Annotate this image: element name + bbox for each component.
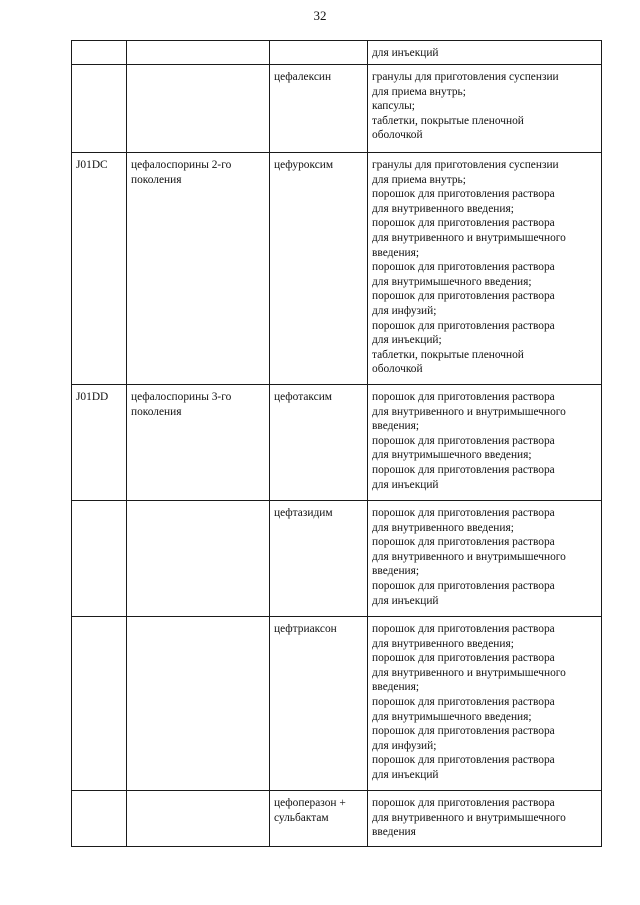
dosage-forms-cell: [368, 791, 602, 847]
atc-code-cell: [72, 385, 127, 501]
drug-name-text: цефтазидим: [274, 507, 333, 519]
dosage-form-line: для инфузий;: [372, 304, 437, 317]
dosage-form-line: таблетки, покрытые пленочной: [372, 114, 524, 127]
drug-table: [71, 40, 602, 847]
dosage-form-line: порошок для приготовления раствора: [372, 797, 555, 809]
drug-name-text: цефтриаксон: [274, 623, 337, 635]
dosage-form-line: введения: [372, 826, 416, 839]
drug-name-text: цефотаксим: [274, 391, 332, 403]
dosage-form-line: порошок для приготовления раствора: [372, 463, 555, 476]
drug-group-cell: [127, 501, 270, 617]
drug-name-cell: [270, 617, 368, 791]
drug-group-cell: [127, 65, 270, 153]
drug-name-cell: [270, 385, 368, 501]
dosage-form-line: порошок для приготовления раствора: [372, 434, 555, 447]
dosage-form-line: порошок для приготовления раствора: [372, 391, 555, 403]
dosage-form-line: для внутримышечного введения;: [372, 275, 532, 288]
dosage-form-line: для приема внутрь;: [372, 85, 466, 98]
dosage-form-line: порошок для приготовления раствора: [372, 319, 555, 332]
page-number: 32: [313, 8, 327, 23]
dosage-form-line: для внутривенного и внутримышечного: [372, 405, 566, 418]
dosage-form-line: для приема внутрь;: [372, 173, 466, 186]
dosage-forms-cell: [368, 65, 602, 153]
dosage-form-line: порошок для приготовления раствора: [372, 579, 555, 592]
table-row: [72, 385, 602, 501]
dosage-form-line: порошок для приготовления раствора: [372, 536, 555, 549]
dosage-form-line: для инфузий;: [372, 739, 437, 752]
dosage-form-line: для внутривенного и внутримышечного: [372, 550, 566, 563]
drug-name-cell: [270, 153, 368, 385]
atc-code-cell: [72, 65, 127, 153]
drug-group-cell: [127, 385, 270, 501]
dosage-form-line: капсулы;: [372, 100, 415, 113]
dosage-form-line: таблетки, покрытые пленочной: [372, 348, 524, 361]
table-row: [72, 65, 602, 153]
atc-code-cell: [72, 791, 127, 847]
drug-name-text: цефуроксим: [274, 159, 334, 171]
dosage-form-line: порошок для приготовления раствора: [372, 507, 555, 519]
dosage-form-line: порошок для приготовления раствора: [372, 290, 555, 303]
dosage-form-line: для инъекций;: [372, 334, 442, 347]
atc-code-cell: [72, 617, 127, 791]
dosage-form-line: введения;: [372, 246, 420, 259]
drug-name-text: цефалексин: [274, 71, 332, 83]
atc-code-text: J01DC: [76, 159, 108, 171]
drug-group-text: цефалоспорины 2-го поколения: [131, 159, 232, 186]
dosage-form-line: порошок для приготовления раствора: [372, 623, 555, 635]
drug-name-cell: [270, 791, 368, 847]
dosage-form-line: порошок для приготовления раствора: [372, 725, 555, 738]
dosage-form-line: для внутривенного и внутримышечного: [372, 811, 566, 824]
dosage-form-line: порошок для приготовления раствора: [372, 695, 555, 708]
dosage-form-line: для внутривенного введения;: [372, 202, 514, 215]
dosage-forms-cell: [368, 153, 602, 385]
dosage-form-line: порошок для приготовления раствора: [372, 261, 555, 274]
dosage-form-line: оболочкой: [372, 129, 423, 142]
drug-group-text: цефалоспорины 3-го поколения: [131, 391, 232, 418]
drug-name-text: цефоперазон + сульбактам: [274, 797, 346, 824]
dosage-form-line: для внутримышечного введения;: [372, 449, 532, 462]
dosage-form-line: введения;: [372, 420, 420, 433]
dosage-forms-cell: [368, 501, 602, 617]
dosage-forms-cell: [368, 617, 602, 791]
atc-code-cell: [72, 153, 127, 385]
dosage-form-line: введения;: [372, 681, 420, 694]
dosage-form-line: гранулы для приготовления суспензии: [372, 71, 559, 83]
dosage-form-line: для внутримышечного введения;: [372, 710, 532, 723]
drug-name-cell: [270, 65, 368, 153]
dosage-form-line: гранулы для приготовления суспензии: [372, 159, 559, 171]
table-row: [72, 791, 602, 847]
table-row: [72, 153, 602, 385]
table-row: [72, 41, 602, 65]
dosage-forms-cell: [368, 41, 602, 65]
dosage-form-line: оболочкой: [372, 363, 423, 376]
dosage-form-line: порошок для приготовления раствора: [372, 652, 555, 665]
dosage-form-line: порошок для приготовления раствора: [372, 188, 555, 201]
dosage-form-line: для внутривенного и внутримышечного: [372, 231, 566, 244]
dosage-forms-cell: [368, 385, 602, 501]
dosage-form-line: для инъекций: [372, 47, 439, 59]
drug-group-cell: [127, 41, 270, 65]
atc-code-cell: [72, 41, 127, 65]
table-body: [72, 41, 602, 847]
drug-name-cell: [270, 501, 368, 617]
drug-name-cell: [270, 41, 368, 65]
atc-code-cell: [72, 501, 127, 617]
dosage-form-line: для внутривенного введения;: [372, 637, 514, 650]
dosage-form-line: введения;: [372, 565, 420, 578]
dosage-form-line: для инъекций: [372, 768, 439, 781]
drug-group-cell: [127, 153, 270, 385]
dosage-form-line: для внутривенного и внутримышечного: [372, 666, 566, 679]
drug-group-cell: [127, 791, 270, 847]
dosage-form-line: для инъекций: [372, 478, 439, 491]
atc-code-text: J01DD: [76, 391, 109, 403]
dosage-form-line: порошок для приготовления раствора: [372, 217, 555, 230]
drug-group-cell: [127, 617, 270, 791]
dosage-form-line: для внутривенного введения;: [372, 521, 514, 534]
dosage-form-line: порошок для приготовления раствора: [372, 754, 555, 767]
table-row: [72, 617, 602, 791]
dosage-form-line: для инъекций: [372, 594, 439, 607]
table-row: [72, 501, 602, 617]
